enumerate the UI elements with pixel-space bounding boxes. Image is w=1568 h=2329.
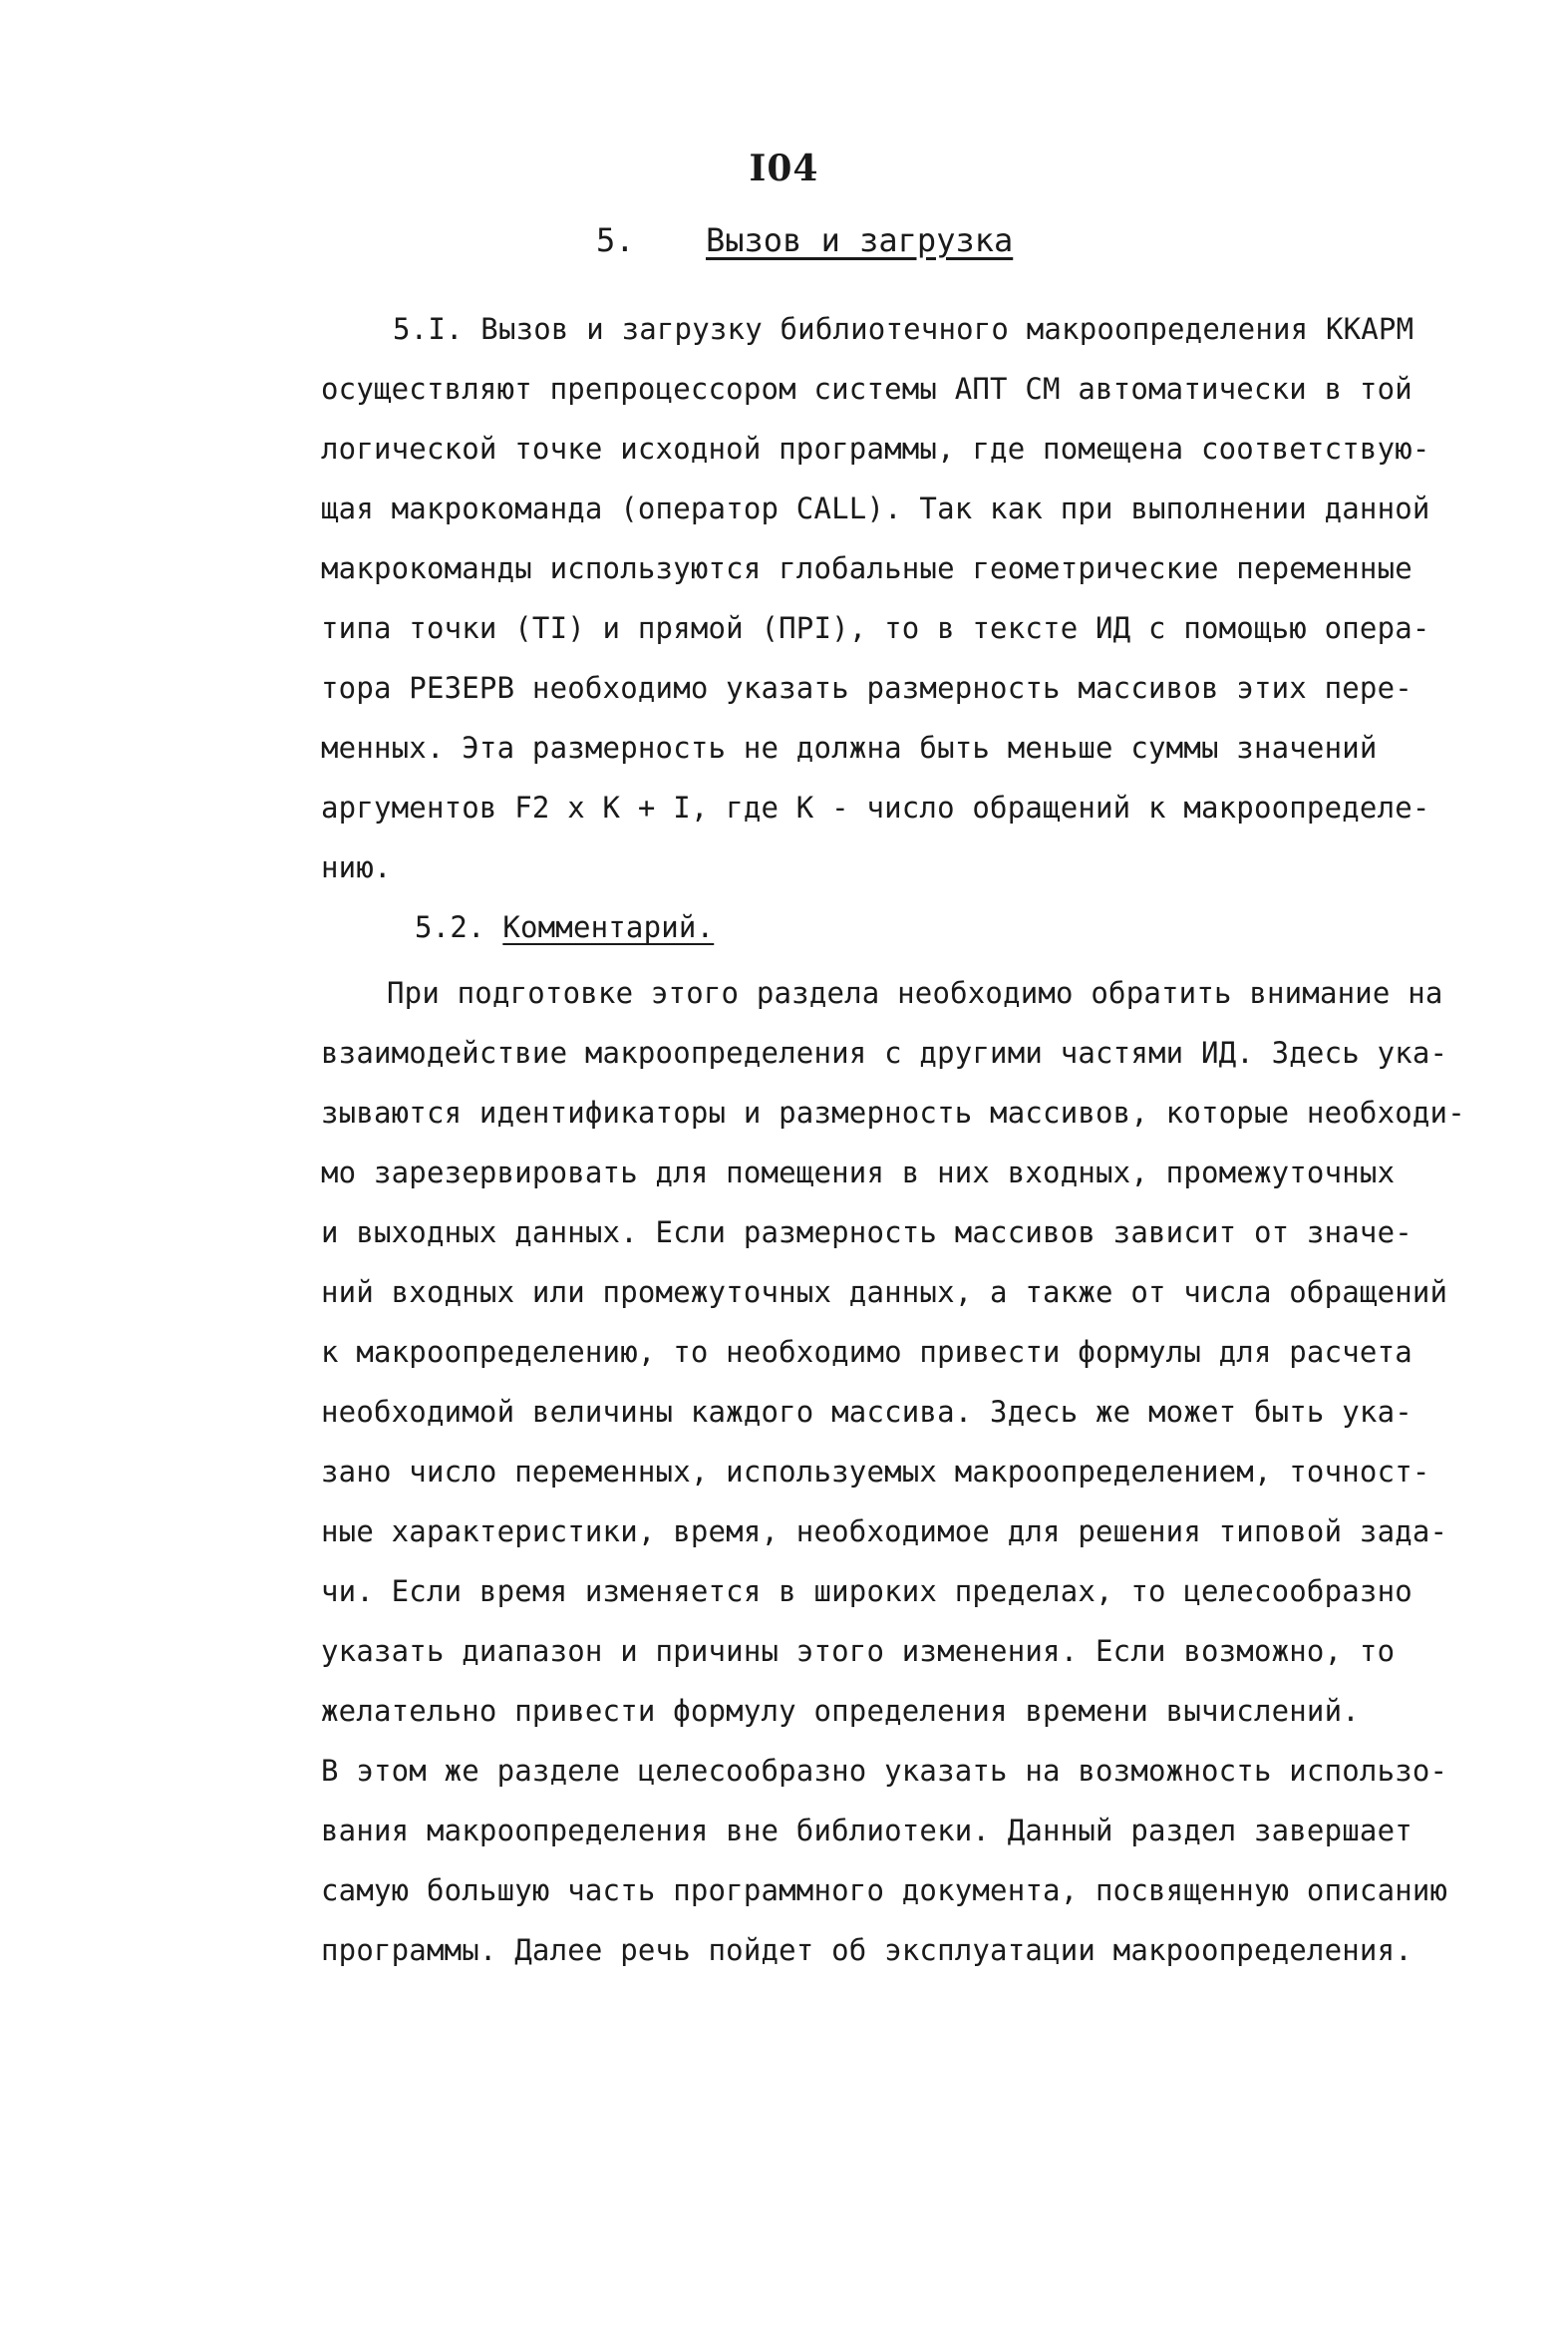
text-line: зываются идентификаторы и размерность массивов, которые необходи-	[321, 1096, 1465, 1130]
document-body	[321, 299, 1517, 1980]
text-line: аргументов F2 x K + I, где K - число обращений к макроопределе-	[321, 791, 1430, 825]
text-line: и выходных данных. Если размерность массивов зависит от значе-	[321, 1215, 1412, 1249]
text-line: чи. Если время изменяется в широких пределах, то целесообразно	[321, 1574, 1412, 1608]
text-line: осуществляют препроцессором системы АПТ СМ автоматически в той	[321, 372, 1412, 406]
text-line: ные характеристики, время, необходимое для решения типовой зада-	[321, 1514, 1448, 1548]
text-line: ний входных или промежуточных данных, а также от числа обращений	[321, 1275, 1448, 1309]
subsection-number: 5.2.	[415, 910, 485, 944]
text-line: необходимой величины каждого массива. Здесь же может быть ука-	[321, 1395, 1412, 1429]
text-line: самую большую часть программного документа, посвященную описанию	[321, 1873, 1448, 1907]
section-title: Вызов и загрузка	[706, 221, 1014, 259]
text-line: взаимодействие макроопределения с другими частями ИД. Здесь ука-	[321, 1036, 1448, 1070]
text-line: 5.I. Вызов и загрузку библиотечного макроопределения ККАРМ	[393, 312, 1414, 346]
text-line: вания макроопределения вне библиотеки. Данный раздел завершает	[321, 1814, 1412, 1847]
text-line: менных. Эта размерность не должна быть меньше суммы значений	[321, 731, 1378, 765]
page-number: I04	[749, 148, 819, 189]
paragraph-call-and-load	[321, 299, 1517, 897]
text-line: щая макрокоманда (оператор CALL). Так как при выполнении данной	[321, 492, 1430, 525]
text-line: В этом же разделе целесообразно указать на возможность использо-	[321, 1754, 1448, 1788]
text-line: тора РЕЗЕРВ необходимо указать размерность массивов этих пере-	[321, 671, 1412, 705]
text-line: программы. Далее речь пойдет об эксплуатации макроопределения.	[321, 1933, 1412, 1967]
text-line: макрокоманды используются глобальные геометрические переменные	[321, 551, 1412, 585]
section-number: 5.	[596, 221, 635, 259]
subsection-title: Комментарий.	[502, 910, 715, 944]
subsection-heading	[321, 897, 1517, 963]
text-line: логической точке исходной программы, где помещена соответствую-	[321, 432, 1430, 466]
text-line: нию.	[321, 850, 392, 884]
text-line: мо зарезервировать для помещения в них входных, промежуточных	[321, 1156, 1396, 1189]
text-line: При подготовке этого раздела необходимо обратить внимание на	[387, 976, 1443, 1010]
text-line: желательно привести формулу определения времени вычислений.	[321, 1694, 1360, 1728]
text-line: типа точки (TI) и прямой (ПРI), то в тексте ИД с помощью опера-	[321, 611, 1430, 645]
section-heading	[596, 221, 1013, 259]
paragraph-commentary	[321, 963, 1517, 1980]
text-line: указать диапазон и причины этого изменения. Если возможно, то	[321, 1634, 1396, 1668]
text-line: зано число переменных, используемых макроопределением, точност-	[321, 1455, 1430, 1489]
text-line: к макроопределению, то необходимо привести формулы для расчета	[321, 1335, 1412, 1369]
